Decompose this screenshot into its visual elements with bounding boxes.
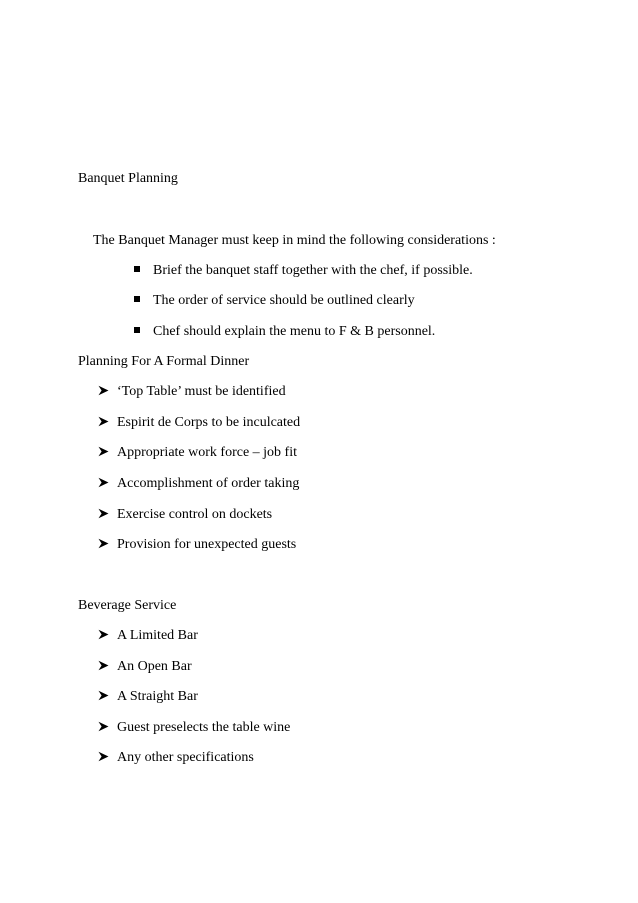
list-item-text: Guest preselects the table wine [117,720,291,735]
arrow-bullet-icon [98,629,109,640]
list-item-text: The order of service should be outlined clearly [153,293,415,308]
list-item [98,384,286,400]
square-bullet-icon [134,327,140,333]
list-item-text: A Limited Bar [117,628,198,643]
list-item [98,750,254,766]
list-item [98,689,198,705]
intro-paragraph: The Banquet Manager must keep in mind the following considerations : [93,233,496,248]
list-item-text: An Open Bar [117,659,192,674]
section-heading-formal-dinner: Planning For A Formal Dinner [78,354,250,369]
list-item-text: ‘Top Table’ must be identified [117,384,286,399]
list-item [98,720,290,736]
square-bullet-icon [134,296,140,302]
arrow-bullet-icon [98,385,109,396]
arrow-bullet-icon [98,416,109,427]
square-bullet-icon [134,266,140,272]
list-item [98,476,299,492]
list-item-text: Espirit de Corps to be inculcated [117,415,301,430]
arrow-bullet-icon [98,446,109,457]
section-heading-banquet-planning: Banquet Planning [78,171,178,186]
arrow-bullet-icon [98,721,109,732]
list-item [134,263,473,279]
arrow-bullet-icon [98,538,109,549]
list-item [134,324,435,340]
arrow-bullet-icon [98,751,109,762]
list-item [98,507,272,523]
list-item-text: Brief the banquet staff together with the chef, if possible. [153,263,473,278]
arrow-bullet-icon [98,477,109,488]
list-item [98,445,297,461]
arrow-bullet-icon [98,690,109,701]
list-item-text: Any other specifications [117,750,254,765]
list-item [98,537,296,553]
arrow-bullet-icon [98,660,109,671]
list-item [98,415,300,431]
arrow-bullet-icon [98,508,109,519]
list-item-text: Accomplishment of order taking [117,476,300,491]
list-item-text: Appropriate work force – job fit [117,445,297,460]
list-item-text: Exercise control on dockets [117,507,273,522]
list-item-text: Chef should explain the menu to F & B personnel. [153,324,436,339]
list-item [134,293,415,309]
list-item [98,628,198,644]
list-item-text: Provision for unexpected guests [117,537,297,552]
list-item-text: A Straight Bar [117,689,198,704]
list-item [98,659,192,675]
section-heading-beverage-service: Beverage Service [78,598,177,613]
